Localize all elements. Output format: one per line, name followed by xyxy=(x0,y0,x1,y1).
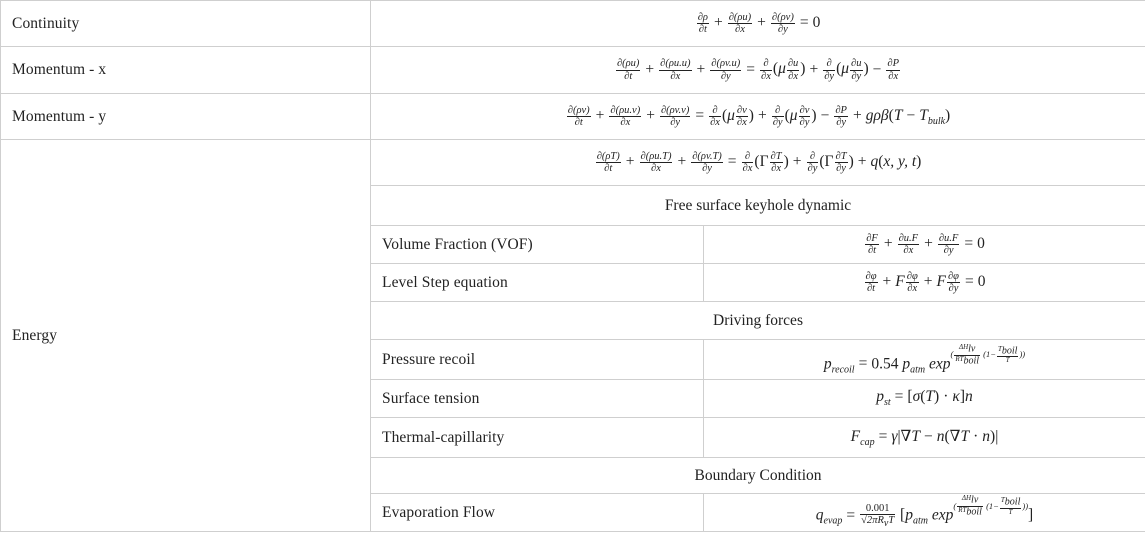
row-label-momentum-y: Momentum - y xyxy=(1,94,371,140)
equation-level-step: $\frac{\partial\varphi}{\partial t}$ + F $\frac{\partial\varphi}{\partial x}$ + F $\frac{\partial\varphi}{\partial y}$ = 0 xyxy=(704,264,1145,302)
section-free-surface: Free surface keyhole dynamic xyxy=(371,186,1145,226)
section-driving-forces: Driving forces xyxy=(371,302,1145,340)
equation-pressure-recoil: $p_{recoil} = 0.54$ $p_{atm}$ $\exp^{( \Delta H_{lv} RT_{boil} (1- T_{boil} T ))}$ xyxy=(704,340,1145,380)
equation-momentum-y: $\frac{\partial(\rho v)}{\partial t}$ + $\frac{\partial(\rho u.v)}{\partial x}$ + $\frac{\partial(\rho v.v)}{\partial y}$ = ∂ ∂x (μ $\frac{\partial v}{\partial x}$ ) + ∂ ∂y (μ $\frac{\partial v}{\partial y}$ ) − $\frac{\partial P}{\partial y}$ + $g\rho\beta(T - T_{bulk})$ xyxy=(371,94,1145,140)
equation-surface-tension: $p_{st} = [\sigma(T) \cdot \kappa]n$ xyxy=(704,380,1145,418)
equation-continuity: $\frac{\partial\rho}{\partial t}$ + $\frac{\partial(\rho u)}{\partial x}$ + $\frac{\partial(\rho v)}{\partial y}$ = 0 xyxy=(371,1,1145,47)
table-row xyxy=(1,94,1145,140)
equation-momentum-x: $\frac{\partial(\rho u)}{\partial t}$ + $\frac{\partial(\rho u.u)}{\partial x}$ + $\frac{\partial(\rho v.u)}{\partial y}$ = ∂ ∂x (μ $\frac{\partial u}{\partial x}$ ) + ∂ ∂y (μ $\frac{\partial u}{\partial y}$ ) − $\frac{\partial P}{\partial x}$ xyxy=(371,47,1145,94)
equation-vof: $\frac{\partial F}{\partial t}$ + $\frac{\partial u.F}{\partial x}$ + $\frac{\partial u.F}{\partial y}$ = 0 xyxy=(704,226,1145,264)
subrow-label-surface-tension: Surface tension xyxy=(371,380,704,418)
row-label-continuity: Continuity xyxy=(1,1,371,47)
row-label-momentum-x: Momentum - x xyxy=(1,47,371,94)
equation-thermal-capillarity: $F_{cap} = \gamma|\nabla T - n(\nabla T \cdot n)|$ xyxy=(704,418,1145,458)
subrow-label-vof: Volume Fraction (VOF) xyxy=(371,226,704,264)
subrow-label-thermal-capillarity: Thermal-capillarity xyxy=(371,418,704,458)
subrow-label-level-step: Level Step equation xyxy=(371,264,704,302)
row-label-energy: Energy xyxy=(1,140,371,532)
equation-evaporation-flow: $q_{evap}$ = 0.001 $√2\pi R_vT$ [$p_{atm}$ $\exp^{( \Delta H_{lv} RT_{boil} (1- T_{boil} T ))}$] xyxy=(704,494,1145,532)
section-boundary-condition: Boundary Condition xyxy=(371,458,1145,494)
table-row xyxy=(1,47,1145,94)
subrow-label-pressure-recoil: Pressure recoil xyxy=(371,340,704,380)
subrow-label-evaporation-flow: Evaporation Flow xyxy=(371,494,704,532)
table-row xyxy=(1,140,1145,186)
table-row xyxy=(1,1,1145,47)
equation-energy: $\frac{\partial(\rho T)}{\partial t}$ + $\frac{\partial(\rho u.T)}{\partial x}$ + $\frac{\partial(\rho v.T)}{\partial y}$ = ∂ ∂x (Γ $\frac{\partial T}{\partial x}$ ) + ∂ ∂y (Γ $\frac{\partial T}{\partial y}$ ) + q(x, y, t) xyxy=(371,140,1145,186)
